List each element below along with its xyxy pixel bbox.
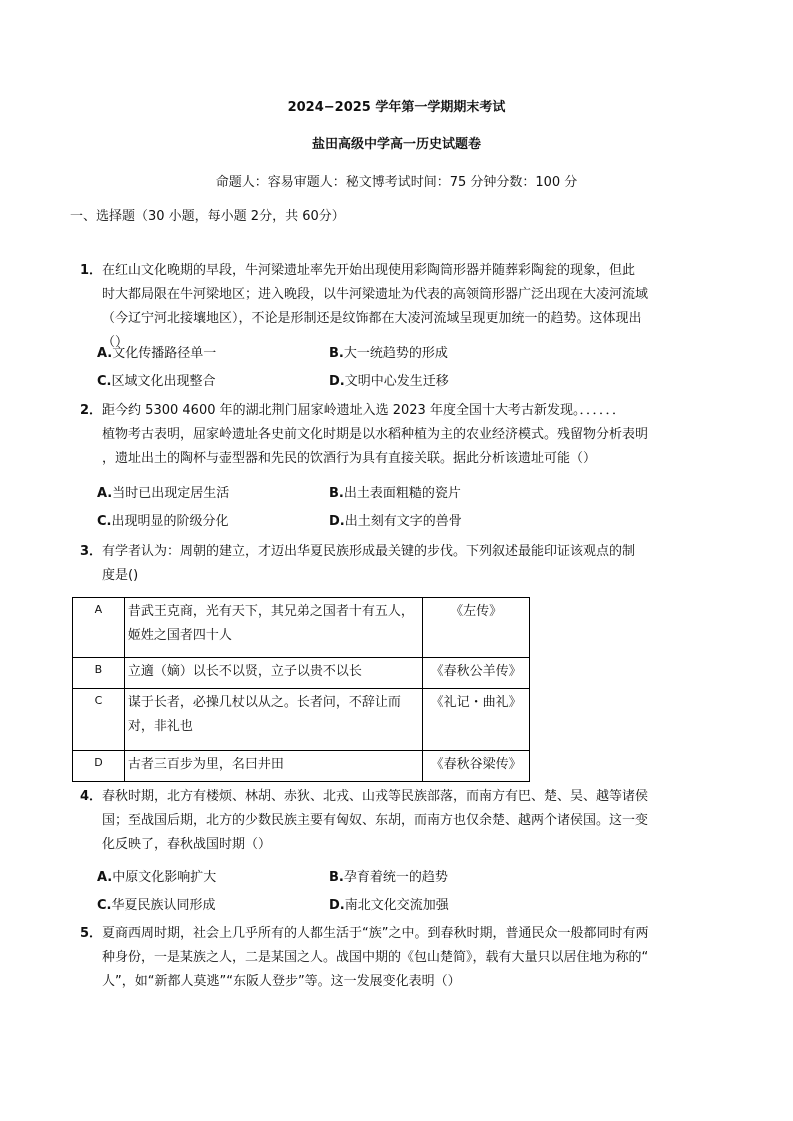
option-letter: B. [329,870,344,885]
option-d[interactable] [329,892,449,920]
option-letter: A. [97,346,113,361]
option-c[interactable] [97,368,216,396]
question-text: 春秋时期，北方有楼烦、林胡、赤狄、北戎、山戎等民族部落，而南方有巴、楚、吴、越等诸侯 [102,789,649,804]
table-option-source: 《春秋谷梁传》 [423,751,530,782]
question-1-line-1 [80,259,690,283]
option-text: 区域文化出现整合 [111,374,216,389]
question-number: 4． [80,789,103,804]
exam-meta: 命题人：容易审题人：秘文博考试时间：75 分钟分数：100 分 [215,175,578,190]
question-5-line-1 [80,922,690,946]
option-letter: D. [329,514,345,529]
question-number: 2． [80,403,103,418]
option-letter: D. [329,898,345,913]
option-text: 当时已出现定居生活 [112,486,230,501]
option-text: 大一统趋势的形成 [343,346,448,361]
table-option-source: 《春秋公羊传》 [423,658,530,689]
option-letter: A. [97,486,113,501]
question-4-line-1 [80,785,690,809]
option-a[interactable] [97,480,229,508]
question-text: 距今约 5300 4600 年的湖北荆门屈家岭遗址入选 2023 年度全国十大考古新发现。．．．．．． [102,403,625,418]
table-option-letter: D [73,751,125,782]
table-option-text: 昔武王克商，光有天下，其兄弟之国者十有五人，姬姓之国者四十人 [124,598,422,658]
table-row [73,658,530,689]
question-4 [80,785,690,857]
option-c[interactable] [97,508,229,536]
question-text: 夏商西周时期，社会上几乎所有的人都生活于“族”之中。到春秋时期，普通民众一般都同时有两 [102,926,649,941]
table-row [73,689,530,751]
question-4-line-2: 国；至战国后期，北方的少数民族主要有匈奴、东胡，而南方也仅余楚、越两个诸侯国。这一变 [102,813,649,828]
option-letter: C. [97,514,112,529]
option-a[interactable] [97,340,216,368]
question-number: 3． [80,544,103,559]
table-option-source: 《左传》 [423,598,530,658]
option-text: 文化传播路径单一 [112,346,217,361]
option-b[interactable] [329,480,461,508]
question-2-line-2: 植物考古表明，屈家岭遗址各史前文化时期是以水稻种植为主的农业经济模式。残留物分析表明 [102,427,649,442]
question-3 [80,540,690,588]
option-text: 中原文化影响扩大 [112,870,217,885]
question-number: 5． [80,926,103,941]
question-3-line-1 [80,540,690,564]
option-text: 华夏民族认同形成 [111,898,216,913]
question-number: 1． [80,263,103,278]
question-4-line-3: 化反映了，春秋战国时期（） [102,837,272,852]
question-2-line-1 [80,399,690,423]
question-5-line-2: 种身份，一是某族之人，二是某国之人。战国中期的《包山楚简》，载有大量只以居住地为称的“ [102,950,649,965]
option-d[interactable] [329,368,449,396]
question-3-line-2: 度是() [102,568,139,583]
option-d[interactable] [329,508,462,536]
section-title: 一、选择题（30 小题，每小题 2分，共 60分） [70,209,345,224]
question-2-line-3: ，遗址出土的陶杯与壶型器和先民的饮酒行为具有直接关联。据此分析该遗址可能（） [102,451,597,466]
option-letter: B. [329,346,344,361]
table-row [73,751,530,782]
option-b[interactable] [329,864,448,892]
table-row [73,598,530,658]
option-text: 出土表面粗糙的瓷片 [343,486,461,501]
table-option-text: 古者三百步为里，名曰井田 [124,751,422,782]
exam-title: 2024−2025 学年第一学期期末考试 [287,100,506,115]
question-2 [80,399,690,471]
exam-subtitle: 盐田高级中学高一历史试题卷 [311,137,481,152]
option-letter: D. [329,374,345,389]
option-letter: B. [329,486,344,501]
option-c[interactable] [97,892,216,920]
option-letter: C. [97,374,112,389]
question-5-line-3: 人”，如“新都人莫逃”“东阪人登步”等。这一发展变化表明（） [102,974,461,989]
option-letter: A. [97,870,113,885]
question-3-table [72,597,530,782]
option-a[interactable] [97,864,216,892]
option-text: 南北文化交流加强 [344,898,449,913]
question-text: 在红山文化晚期的早段，牛河梁遗址率先开始出现使用彩陶筒形器并随葬彩陶瓮的现象，但此 [102,263,636,278]
question-5 [80,922,690,994]
question-1-line-2: 时大都局限在牛河梁地区；进入晚段，以牛河梁遗址为代表的高领筒形器广泛出现在大凌河流域 [102,287,649,302]
table-option-source: 《礼记・曲礼》 [423,689,530,751]
question-1-line-4: （） [102,335,129,350]
option-text: 出土刻有文字的兽骨 [344,514,462,529]
option-text: 孕育着统一的趋势 [343,870,448,885]
question-1-line-3: （今辽宁河北接壤地区），不论是形制还是纹饰都在大凌河流域呈现更加统一的趋势。这体现出 [102,311,642,326]
table-option-letter: A [73,598,125,658]
table-option-letter: C [73,689,125,751]
table-option-text: 立適（嫡）以长不以贤，立子以贵不以长 [124,658,422,689]
option-text: 文明中心发生迁移 [344,374,449,389]
table-option-letter: B [73,658,125,689]
question-text: 有学者认为：周朝的建立，才迈出华夏民族形成最关键的步伐。下列叙述最能印证该观点的制 [102,544,636,559]
option-text: 出现明显的阶级分化 [111,514,229,529]
table-option-text: 谋于长者，必操几杖以从之。长者问，不辞让而对，非礼也 [124,689,422,751]
option-b[interactable] [329,340,448,368]
option-letter: C. [97,898,112,913]
